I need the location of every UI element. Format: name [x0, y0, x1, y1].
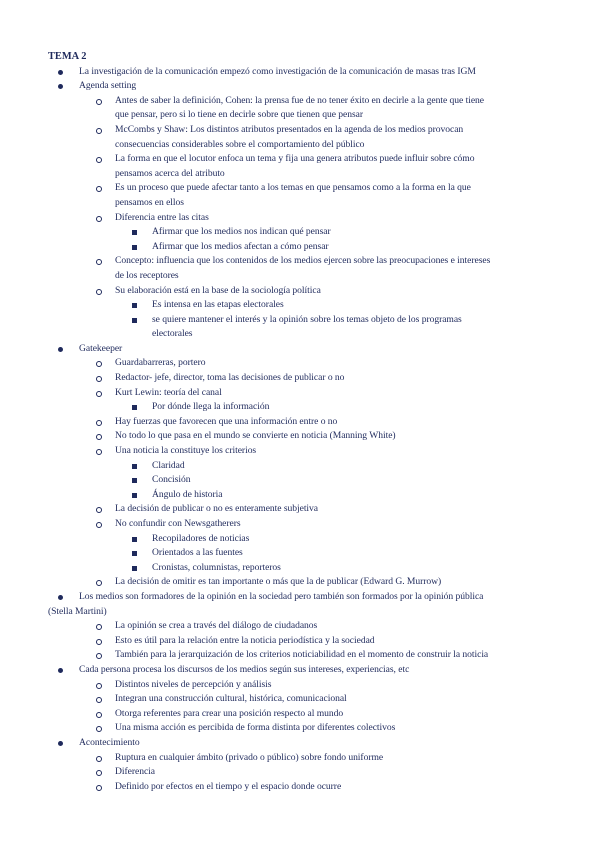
bullet-square-icon: [132, 551, 137, 556]
list-item: [48, 707, 560, 722]
list-item: [48, 751, 560, 766]
list-item: [48, 634, 560, 649]
bullet-circle-icon: [96, 697, 102, 703]
list-item-text: La opinión se crea a través del diálogo de ciudadanos: [115, 620, 318, 632]
list-item-text: Los medios son formadores de la opinión en la sociedad pero también son formados por la opinión pública: [79, 590, 484, 602]
bullet-circle-icon: [96, 756, 102, 762]
list-item: [48, 619, 560, 634]
list-item: [48, 736, 560, 751]
list-item-text: que pensar, pero si lo tiene en decirle sobre que tienen que pensar: [115, 109, 364, 121]
list-item-text: Ruptura en cualquier ámbito (privado o público) sobre fondo uniforme: [115, 751, 384, 763]
list-item-text: Diferencia entre las citas: [115, 211, 209, 223]
list-item-text: Una noticia la constituye los criterios: [115, 445, 257, 457]
bullet-circle-icon: [96, 507, 102, 513]
list-item: [48, 721, 560, 736]
bullet-dot-icon: [58, 84, 63, 89]
list-item-text: Distintos niveles de percepción y análisis: [115, 678, 272, 690]
list-item-continuation: [48, 108, 560, 123]
list-item-text: Ángulo de historia: [152, 488, 223, 500]
list-item: [48, 517, 560, 532]
list-item: [48, 94, 560, 109]
list-item: [48, 692, 560, 707]
bullet-circle-icon: [96, 434, 102, 440]
list-item: [48, 532, 560, 547]
list-item: [48, 284, 560, 299]
list-item-text: Acontecimiento: [79, 736, 140, 748]
list-item-text: Cronistas, columnistas, reporteros: [152, 561, 281, 573]
list-item-continuation: [48, 327, 560, 342]
list-item-text: Orientados a las fuentes: [152, 547, 243, 559]
bullet-dot-icon: [58, 741, 63, 746]
list-item-continuation: [48, 167, 560, 182]
list-item: [48, 780, 560, 795]
bullet-square-icon: [132, 493, 137, 498]
list-item-text: Claridad: [152, 459, 185, 471]
list-item: [48, 415, 560, 430]
list-item: [48, 429, 560, 444]
bullet-circle-icon: [96, 128, 102, 134]
list-item: [48, 79, 560, 94]
list-item-text: Su elaboración está en la base de la sociología política: [115, 284, 321, 296]
list-item: [48, 123, 560, 138]
list-item-text: La decisión de publicar o no es enteramente subjetiva: [115, 503, 319, 515]
list-item-text: Es un proceso que puede afectar tanto a los temas en que pensamos como a la forma en la que: [115, 182, 471, 194]
bullet-circle-icon: [96, 420, 102, 426]
list-item-text: Antes de saber la definición, Cohen: la prensa fue de no tener éxito en decirle a la gente que tiene: [115, 94, 485, 106]
list-item-text: Gatekeeper: [79, 342, 123, 354]
bullet-square-icon: [132, 566, 137, 571]
list-item-text: McCombs y Shaw: Los distintos atributos presentados en la agenda de los medios provocan: [115, 123, 464, 135]
list-item-text: consecuencias considerables sobre el comportamiento del público: [115, 138, 365, 150]
bullet-circle-icon: [96, 683, 102, 689]
list-item: [48, 488, 560, 503]
list-item: [48, 459, 560, 474]
bullet-square-icon: [132, 478, 137, 483]
list-item: [48, 400, 560, 415]
bullet-circle-icon: [96, 449, 102, 455]
list-item-text: Es intensa en las etapas electorales: [152, 299, 284, 311]
list-item-text: (Stella Martini): [48, 605, 107, 617]
list-item-text: pensamos acerca del atributo: [115, 167, 225, 179]
list-item: [48, 546, 560, 561]
bullet-circle-icon: [96, 580, 102, 586]
list-item-text: Cada persona procesa los discursos de los medios según sus intereses, experiencias, etc: [79, 663, 410, 675]
bullet-circle-icon: [96, 624, 102, 630]
list-item: [48, 181, 560, 196]
list-item: [48, 444, 560, 459]
list-item-text: Afirmar que los medios afectan a cómo pensar: [152, 240, 329, 252]
list-item-text: Concepto: influencia que los contenidos de los medios ejercen sobre las preocupaciones e intereses: [115, 255, 491, 267]
bullet-circle-icon: [96, 157, 102, 163]
bullet-dot-icon: [58, 70, 63, 75]
list-item-text: La investigación de la comunicación empezó como investigación de la comunicación de masas tras IGM: [79, 65, 476, 77]
list-item-text: Hay fuerzas que favorecen que una información entre o no: [115, 415, 338, 427]
bullet-square-icon: [132, 245, 137, 250]
list-item-text: Kurt Lewin: teoría del canal: [115, 386, 222, 398]
list-item-text: También para la jerarquización de los criterios noticiabilidad en el momento de construir la noticia: [115, 649, 489, 661]
list-item-text: pensamos en ellos: [115, 196, 184, 208]
list-item-text: Por dónde llega la información: [152, 401, 270, 413]
bullet-square-icon: [132, 405, 137, 410]
list-item: [48, 152, 560, 167]
list-item-continuation: [17, 605, 560, 620]
list-item: [48, 211, 560, 226]
bullet-circle-icon: [96, 785, 102, 791]
list-item-text: Afirmar que los medios nos indican qué pensar: [152, 226, 331, 238]
list-item: [48, 313, 560, 328]
list-item-text: Definido por efectos en el tiempo y el espacio donde ocurre: [115, 780, 342, 792]
list-item-continuation: [48, 196, 560, 211]
list-item: [48, 473, 560, 488]
list-item-text: Esto es útil para la relación entre la noticia periodística y la sociedad: [115, 634, 375, 646]
list-item: [48, 65, 560, 80]
bullet-square-icon: [132, 230, 137, 235]
bullet-circle-icon: [96, 216, 102, 222]
bullet-circle-icon: [96, 391, 102, 397]
bullet-circle-icon: [96, 712, 102, 718]
list-item-text: electorales: [152, 328, 193, 340]
bullet-circle-icon: [96, 522, 102, 528]
list-item: [48, 371, 560, 386]
bullet-circle-icon: [96, 726, 102, 732]
bullet-square-icon: [132, 537, 137, 542]
bullet-circle-icon: [96, 770, 102, 776]
list-item-text: No todo lo que pasa en el mundo se convierte en noticia (Manning White): [115, 430, 396, 442]
list-item: [48, 240, 560, 255]
list-item-text: se quiere mantener el interés y la opinión sobre los temas objeto de los programas: [152, 313, 462, 325]
list-item-text: Diferencia: [115, 766, 155, 778]
list-item: [48, 225, 560, 240]
list-item-text: Guardabarreras, portero: [115, 357, 206, 369]
bullet-square-icon: [132, 318, 137, 323]
list-item-text: Una misma acción es percibida de forma distinta por diferentes colectivos: [115, 722, 396, 734]
list-item-text: Concisión: [152, 474, 191, 486]
list-item: [48, 765, 560, 780]
list-item: [48, 502, 560, 517]
list-item-text: La decisión de omitir es tan importante o más que la de publicar (Edward G. Murrow): [115, 576, 442, 588]
list-item: [48, 663, 560, 678]
bullet-circle-icon: [96, 289, 102, 295]
bullet-circle-icon: [96, 99, 102, 105]
list-item: [48, 356, 560, 371]
bullet-dot-icon: [58, 347, 63, 352]
list-item-text: La forma en que el locutor enfoca un tema y fija una genera atributos puede influir sobre cómo: [115, 153, 475, 165]
list-item: [48, 648, 560, 663]
list-item: [48, 386, 560, 401]
list-item: [48, 298, 560, 313]
list-item-text: Redactor- jefe, director, toma las decisiones de publicar o no: [115, 372, 345, 384]
bullet-circle-icon: [96, 376, 102, 382]
list-item-text: Integran una construcción cultural, histórica, comunicacional: [115, 693, 347, 705]
list-item-text: No confundir con Newsgatherers: [115, 518, 241, 529]
list-item: [48, 575, 560, 590]
bullet-dot-icon: [58, 595, 63, 600]
outline-list: [48, 65, 560, 795]
bullet-circle-icon: [96, 639, 102, 645]
bullet-square-icon: [132, 303, 137, 308]
list-item: [48, 342, 560, 357]
list-item-text: Recopiladores de noticias: [152, 532, 250, 544]
list-item-continuation: [48, 138, 560, 153]
bullet-circle-icon: [96, 653, 102, 659]
list-item: [48, 561, 560, 576]
bullet-dot-icon: [58, 668, 63, 673]
list-item-continuation: [48, 269, 560, 284]
bullet-circle-icon: [96, 186, 102, 192]
bullet-circle-icon: [96, 361, 102, 367]
list-item: [48, 254, 560, 269]
list-item-text: de los receptores: [115, 269, 179, 281]
list-item-text: Otorga referentes para crear una posición respecto al mundo: [115, 707, 344, 719]
bullet-circle-icon: [96, 259, 102, 265]
list-item: [48, 678, 560, 693]
bullet-square-icon: [132, 464, 137, 469]
list-item: [48, 590, 560, 605]
document-title: TEMA 2: [48, 51, 87, 62]
list-item-text: Agenda setting: [79, 80, 137, 92]
